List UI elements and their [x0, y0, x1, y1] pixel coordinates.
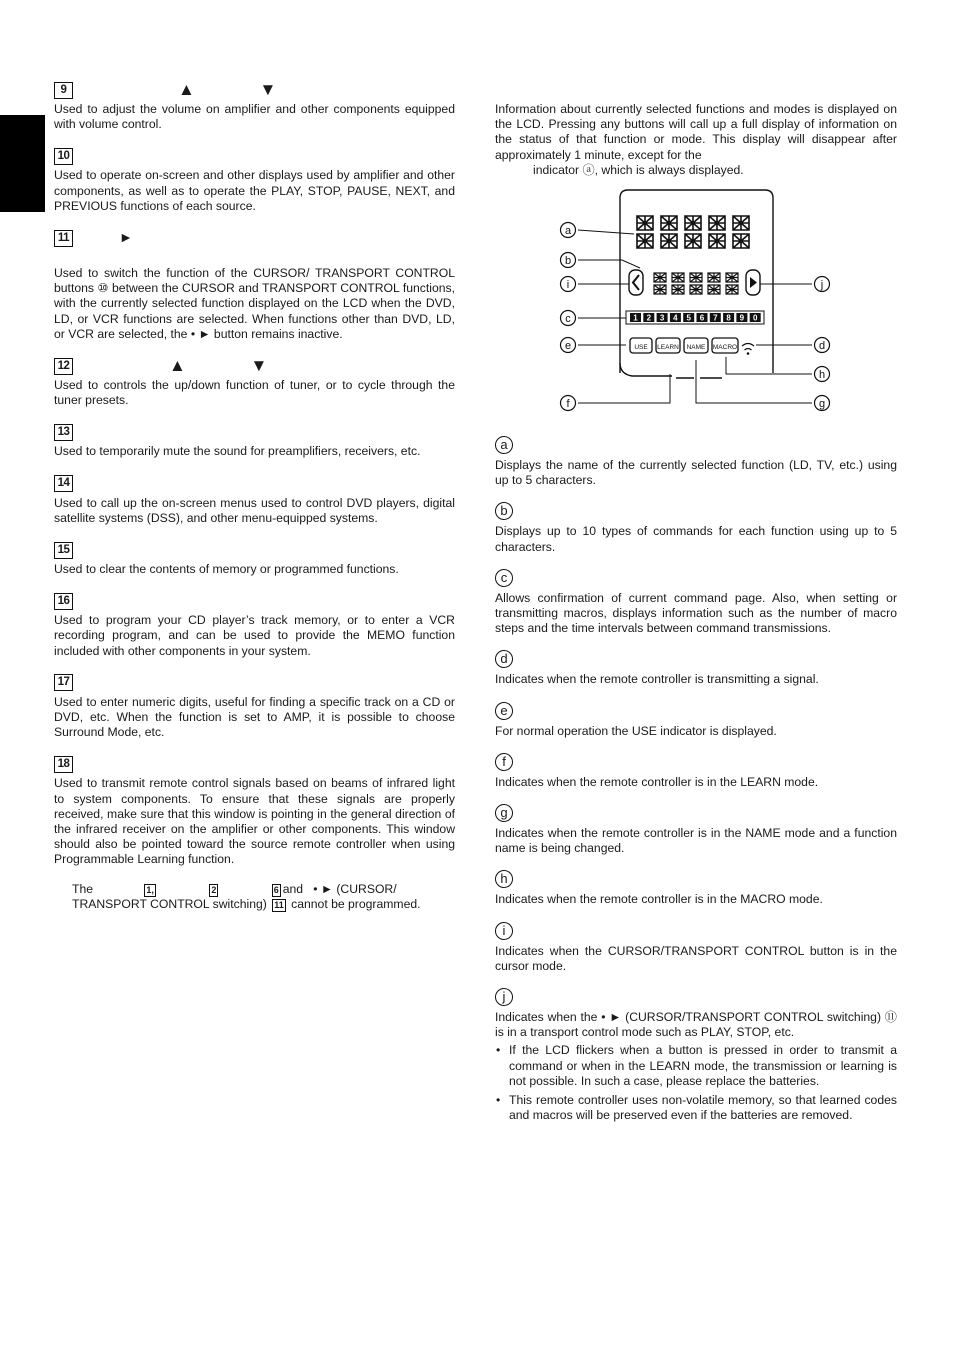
button-number: 1, [146, 884, 154, 895]
callout-letter: g [818, 398, 826, 410]
button-number: 2 [211, 884, 217, 895]
button-number: 6 [273, 884, 279, 895]
section-number: 9 [54, 82, 73, 99]
callout-letter: j [820, 279, 824, 291]
callout-letter: a [564, 225, 572, 237]
indicator-label-use: USE [634, 344, 648, 351]
digit-label: 4 [673, 313, 678, 323]
item-letter: h [495, 870, 513, 888]
section-13 [54, 422, 455, 459]
section-number: 15 [54, 542, 73, 559]
digit-label: 3 [659, 313, 665, 323]
section-15 [54, 540, 455, 577]
section-number: 13 [54, 424, 73, 441]
section-text: Used to temporarily mute the sound for preamplifiers, receivers, etc. [54, 444, 421, 459]
segment-character [708, 285, 720, 294]
indicator-label-name: NAME [686, 344, 706, 351]
item-e [495, 702, 897, 739]
item-text: Displays the name of the currently selected function (LD, TV, etc.) using up to 5 characters. [495, 458, 897, 488]
item-text: Indicates when the remote controller is in the MACRO mode. [495, 892, 823, 907]
segment-character [709, 216, 725, 230]
digit-label: 7 [713, 313, 718, 323]
section-number: 18 [54, 756, 73, 773]
section-12 [54, 356, 455, 408]
segment-character [661, 216, 677, 230]
section-11 [54, 228, 455, 342]
item-text: Indicates when the remote controller is in the NAME mode and a function name is being changed. [495, 826, 897, 856]
segment-character [654, 273, 666, 282]
segment-character [661, 234, 677, 248]
section-17 [54, 673, 455, 741]
digit-label: 1 [633, 313, 638, 323]
segment-character [637, 216, 653, 230]
section-number: 14 [54, 475, 73, 492]
segment-character [726, 273, 738, 282]
section-text: Used to program your CD player’s track memory, or to enter a VCR recording program, and can be used to provide the MEMO function included with other components in your system. [54, 613, 455, 658]
callout-letter: d [818, 340, 826, 352]
item-j [495, 988, 897, 1123]
section-9 [54, 80, 455, 132]
callout-letter: h [818, 369, 826, 381]
item-letter: b [495, 502, 513, 520]
segment-character [685, 234, 701, 248]
section-number: 12 [54, 358, 73, 375]
language-tab [0, 115, 45, 212]
button-number: 11 [274, 899, 284, 910]
section-text: Used to operate on-screen and other displays used by amplifier and other components, as well as to operate the PLAY, STOP, PAUSE, NEXT, and PREVIOUS functions of each source. [54, 168, 455, 213]
section-18 [54, 754, 455, 867]
lcd-diagram [550, 188, 850, 418]
section-text: Used to switch the function of the CURSOR/ TRANSPORT CONTROL buttons ⑩ between the CURSOR and TRANSPORT CONTROL functions, with the currently selected function displayed on the LCD when the DVD, LD, or VCR functions are selected. When functions other than DVD, LD, or VCR are selected, the • ► button remains inactive. [54, 266, 455, 341]
transmit-icon [742, 344, 754, 355]
callout-letter: f [566, 398, 570, 410]
item-letter: f [495, 753, 513, 771]
segment-character [685, 216, 701, 230]
segment-character [733, 216, 749, 230]
command-display [654, 273, 738, 294]
left-column [54, 80, 455, 912]
play-arrow-icon: ► [119, 229, 133, 246]
section-text: Used to enter numeric digits, useful for finding a specific track on a CD or DVD, etc. When the function is set to AMP, it is possible to choose Surround Mode, etc. [54, 694, 455, 740]
up-down-arrows-icon: ▲ ▼ [169, 356, 298, 376]
segment-character [672, 273, 684, 282]
item-letter: c [495, 569, 513, 587]
callout-letter: c [565, 313, 571, 325]
section-number: 11 [54, 230, 73, 247]
item-text: Indicates when the CURSOR/TRANSPORT CONTROL button is in the cursor mode. [495, 943, 897, 973]
digit-label: 8 [726, 313, 731, 323]
section-16 [54, 591, 455, 659]
transport-mode-icon [746, 270, 760, 295]
indicator-label-macro: MACRO [712, 344, 738, 351]
section-text: Used to call up the on-screen menus used to control DVD players, digital satellite systems (DSS), and other menu-equipped systems. [54, 495, 455, 525]
up-down-arrows-icon: ▲ ▼ [178, 80, 307, 99]
indicator-label-learn: LEARN [657, 344, 679, 351]
section-10 [54, 146, 455, 214]
item-a [495, 436, 897, 488]
segment-character [637, 234, 653, 248]
section-number: 16 [54, 593, 73, 610]
function-name-display [637, 216, 749, 248]
section-text: Used to adjust the volume on amplifier and other components equipped with volume control. [54, 102, 455, 132]
callout-letter: e [564, 340, 572, 352]
segment-character [708, 273, 720, 282]
lcd-intro: Information about currently selected functions and modes is displayed on the LCD. Pressing any buttons will call up a full display of information on the status of that function or mode. This display will disappear after approximately 1 minute, except for the indicator ⓐ, which is always displayed. [495, 102, 897, 177]
item-letter: j [495, 988, 513, 1006]
section-number: 17 [54, 674, 73, 691]
segment-character [654, 285, 666, 294]
leader-lines [578, 230, 812, 403]
digit-label: 0 [752, 313, 758, 323]
digit-label: 2 [646, 313, 652, 323]
item-letter: e [495, 702, 513, 720]
cursor-mode-icon [629, 270, 643, 295]
section-text: Used to transmit remote control signals based on beams of infrared light to system components. To ensure that these signals are properly received, make sure that this window is pointing in the general direction of the infrared receiver on the amplifier or other components. This window should also be pointed toward the source remote controller when using Programmable Learning function. [54, 776, 455, 867]
item-letter: a [495, 436, 513, 454]
item-letter: g [495, 804, 513, 822]
page-digit-row [626, 311, 764, 324]
item-b [495, 502, 897, 554]
item-d [495, 650, 897, 687]
digit-label: 5 [686, 313, 691, 323]
segment-character [709, 234, 725, 248]
digit-label: 9 [739, 313, 745, 323]
item-i [495, 922, 897, 974]
section-number: 10 [54, 148, 73, 165]
bullet-note: • This remote controller uses non-volatile memory, so that learned codes and macros will be preserved even if the batteries are removed. [495, 1093, 897, 1123]
item-letter: d [495, 650, 513, 668]
item-c [495, 569, 897, 637]
item-g [495, 804, 897, 856]
section-text: Used to clear the contents of memory or programmed functions. [54, 562, 399, 577]
section-14 [54, 474, 455, 526]
item-text: Indicates when the • ► (CURSOR/TRANSPORT CONTROL switching) ⑪ is in a transport control mode such as PLAY, STOP, etc. [495, 1010, 897, 1040]
item-letter: i [495, 922, 513, 940]
callout-letter: i [566, 279, 570, 291]
item-text: Displays up to 10 types of commands for each function using up to 5 characters. [495, 524, 897, 554]
mode-indicators [630, 338, 738, 353]
segment-character [672, 285, 684, 294]
item-text: For normal operation the USE indicator is displayed. [495, 723, 777, 738]
bullet-note: • If the LCD flickers when a button is pressed in order to transmit a command or when in the LEARN mode, the transmission or learning is not possible. In such a case, please replace the batteries. [495, 1043, 897, 1089]
item-text: Indicates when the remote controller is in the LEARN mode. [495, 774, 819, 789]
item-text: Allows confirmation of current command page. Also, when setting or transmitting macros, displays information such as the number of macro steps and the time intervals between command transmissions. [495, 590, 897, 636]
segment-character [690, 285, 702, 294]
segment-character [733, 234, 749, 248]
segment-character [690, 273, 702, 282]
item-f [495, 753, 897, 790]
programming-note: The 1, 2 6 and • ► (CURSOR/ TRANSPORT CONTROL switching) 11 cannot be programmed. [72, 881, 421, 911]
callout-letter: b [564, 255, 572, 267]
digit-label: 6 [699, 313, 705, 323]
section-text: Used to controls the up/down function of tuner, or to cycle through the tuner presets. [54, 378, 455, 408]
item-text: Indicates when the remote controller is transmitting a signal. [495, 672, 819, 687]
segment-character [726, 285, 738, 294]
item-h [495, 870, 897, 907]
